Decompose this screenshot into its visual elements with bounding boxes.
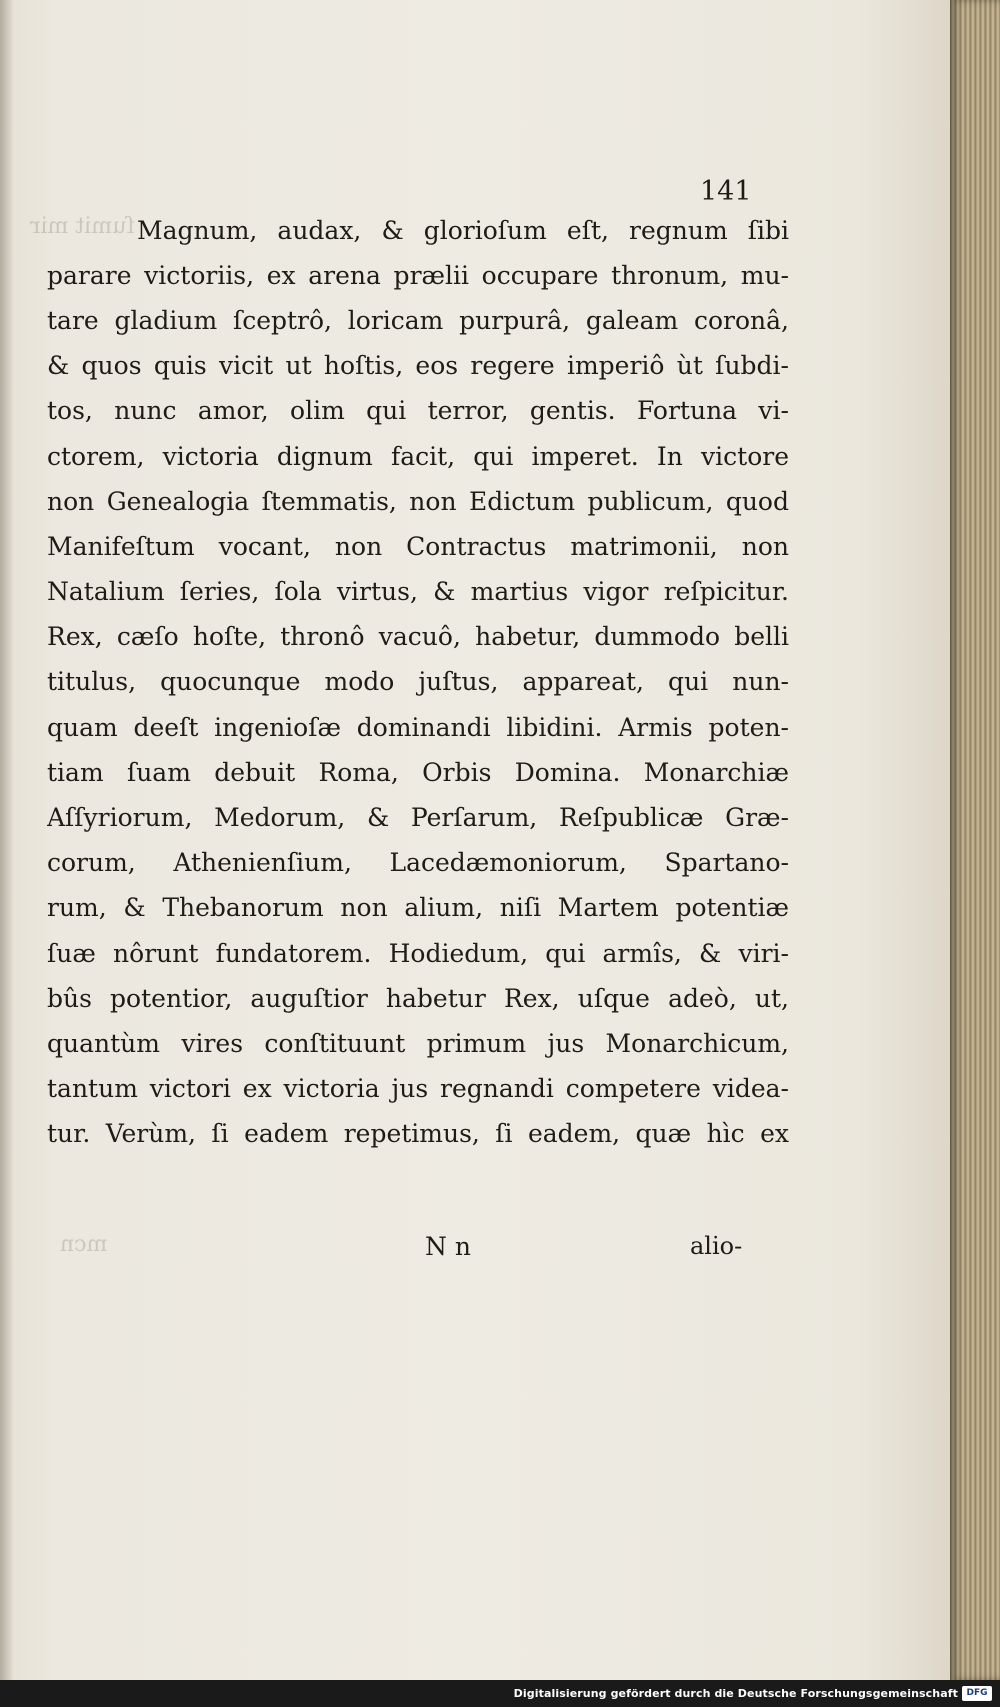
text-line: ctorem, victoria dignum facit, qui imperet. In victore [47,442,789,471]
text-line: Magnum, audax, & glorioſum eſt, regnum ſibi [137,216,789,245]
text-line: non Genealogia ſtemmatis, non Edictum publicum, quod [47,487,789,516]
show-through-text: ſumit mir [30,214,135,239]
text-line: Natalium ſeries, ſola virtus, & martius vigor reſpicitur. [47,577,789,606]
gutter-shadow [0,0,14,1680]
text-line: parare victoriis, ex arena prælii occupare thronum, mu- [47,261,789,290]
catchword: alio- [690,1232,743,1260]
text-line: Manifeſtum vocant, non Contractus matrimonii, non [47,532,789,561]
text-line: tare gladium ſceptrô, loricam purpurâ, galeam coronâ, [47,306,789,335]
text-line: titulus, quocunque modo juſtus, appareat, qui nun- [47,667,789,696]
text-line: rum, & Thebanorum non alium, niſi Martem potentiæ [47,893,789,922]
signature-mark: N n [425,1232,471,1261]
text-line: Rex, cæſo hoſte, thronô vacuô, habetur, dummodo belli [47,622,789,651]
text-line: Aſſyriorum, Medorum, & Perſarum, Reſpublicæ Græ- [47,803,789,832]
text-line: quam deeſt ingenioſæ dominandi libidini. Armis poten- [47,713,789,742]
text-line: & quos quis vicit ut hoſtis, eos regere imperiô ùt ſubdi- [47,351,789,380]
text-line: quantùm vires conſtituunt primum jus Monarchicum, [47,1029,789,1058]
text-line: tiam ſuam debuit Roma, Orbis Domina. Monarchiæ [47,758,789,787]
text-line: ſuæ nôrunt fundatorem. Hodiedum, qui armîs, & viri- [47,939,789,968]
text-line: tur. Verùm, ſi eadem repetimus, ſi eadem, quæ hìc ex [47,1119,789,1148]
text-line: bûs potentior, auguſtior habetur Rex, uſque adeò, ut, [47,984,789,1013]
funding-credit: Digitalisierung gefördert durch die Deutsche Forschungsgemeinschaft [513,1687,958,1700]
book-fore-edge [950,0,1000,1680]
dfg-logo-icon [962,1686,992,1701]
show-through-text-bottom: mcn [60,1232,108,1257]
text-line: tos, nunc amor, olim qui terror, gentis. Fortuna vi- [47,396,789,425]
text-line: tantum victori ex victoria jus regnandi competere videa- [47,1074,789,1103]
text-line: corum, Athenienſium, Lacedæmoniorum, Spartano- [47,848,789,877]
page-number: 141 [700,176,752,207]
dfg-logo-text: DFG [966,1688,988,1698]
